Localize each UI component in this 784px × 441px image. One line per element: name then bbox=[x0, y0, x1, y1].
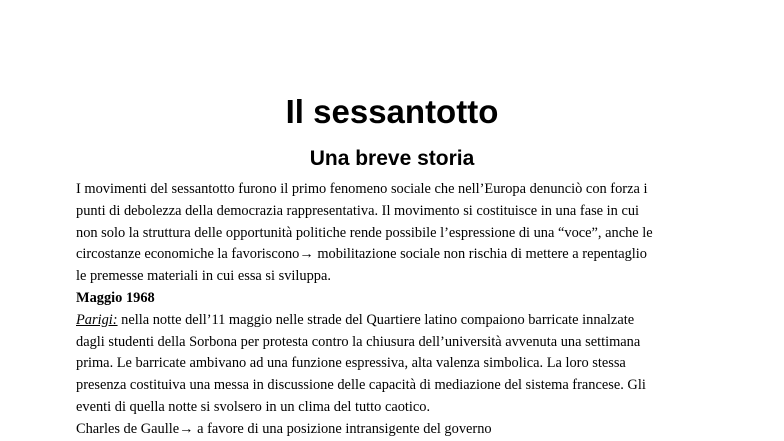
document-subtitle: Una breve storia bbox=[309, 147, 475, 170]
intro-line: le premesse materiali in cui essa si sviluppa. bbox=[76, 268, 331, 285]
paris-line: eventi di quella notte si svolsero in un clima del tutto caotico. bbox=[76, 398, 431, 415]
paris-line: presenza costituiva una messa in discussione delle capacità di mediazione del sistema francese. Gli bbox=[76, 377, 646, 394]
paris-label: Parigi: bbox=[76, 311, 118, 328]
document-title: Il sessantotto bbox=[285, 93, 499, 130]
paris-line-text: nella notte dell’11 maggio nelle strade del Quartiere latino compaiono barricate innalzate bbox=[117, 311, 635, 328]
de-gaulle-line: Charles de Gaulle→ a favore di una posizione intransigente del governo bbox=[76, 420, 492, 437]
intro-line: circostanze economiche la favoriscono→ mobilitazione sociale non rischia di mettere a repentaglio bbox=[76, 246, 648, 263]
document-body bbox=[76, 179, 716, 441]
intro-line: punti di debolezza della democrazia rappresentativa. Il movimento si costituisce in una fase in cui bbox=[76, 202, 640, 219]
intro-line: I movimenti del sessantotto furono il primo fenomeno sociale che nell’Europa denunciò con forza i bbox=[76, 181, 648, 197]
paris-line: dagli studenti della Sorbona per protesta contro la chiusura dell’università avvenuta una settimana bbox=[76, 333, 641, 350]
intro-line: non solo la struttura delle opportunità politiche rende possibile l’espressione di una “voce”, anche le bbox=[76, 224, 653, 241]
paris-line: prima. Le barricate ambivano ad una funzione espressiva, alta valenza simbolica. La loro stessa bbox=[76, 355, 626, 372]
section-heading: Maggio 1968 bbox=[76, 289, 155, 306]
paris-first-line bbox=[76, 310, 716, 332]
